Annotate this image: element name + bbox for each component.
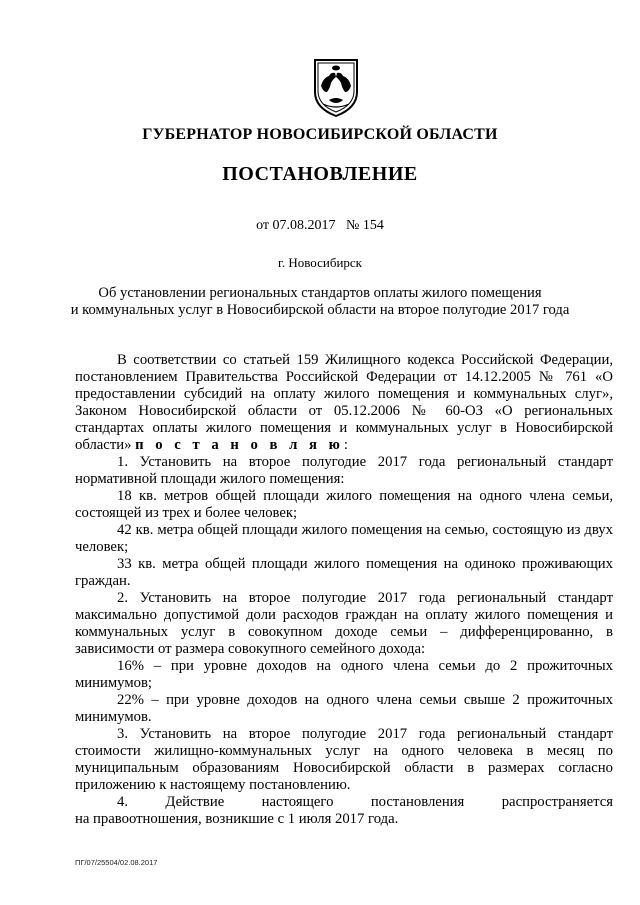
authority-title: ГУБЕРНАТОР НОВОСИБИРСКОЙ ОБЛАСТИ (142, 126, 498, 143)
item-3: 3. Установить на второе полугодие 2017 года региональный стандарт стоимости жилищно-коммунальных услуг на одного человека в месяц по муниципальным образованиям Новосибирской области в размерах согласно приложению к настоящему постановлению. (75, 726, 613, 793)
footer-code: ПГ/07/25504/02.08.2017 (75, 858, 158, 867)
decree-word: п о с т а н о в л я ю (135, 437, 344, 453)
document-type: ПОСТАНОВЛЕНИЕ (222, 163, 418, 185)
item-2: 2. Установить на второе полугодие 2017 года региональный стандарт максимально допустимой доли расходов граждан на оплату жилого помещения и коммунальных услуг в совокупном доходе семьи – дифференцированно, в зависимости от размера совокупного семейного дохода: (75, 590, 613, 657)
subject-line: и коммунальных услуг в Новосибирской области на второе полугодие 2017 года (70, 302, 570, 318)
item-4-line-1: 4. Действие настоящего постановления распространяется (117, 794, 613, 810)
item-1-c: 33 кв. метра общей площади жилого помещения на одиноко проживающих граждан. (75, 556, 613, 589)
document-body (75, 352, 613, 828)
item-2-b: 22% – при уровне доходов на одного члена семьи свыше 2 прожиточных минимумов. (75, 692, 613, 725)
item-2-a: 16% – при уровне доходов на одного члена семьи до 2 прожиточных минимумов; (75, 658, 613, 691)
document-number: 154 (362, 218, 384, 233)
document-subject (0, 285, 640, 319)
item-4-line-2: на правоотношения, возникшие с 1 июля 2017 года. (75, 811, 399, 827)
document-date: 07.08.2017 (272, 218, 336, 233)
city-line: г. Новосибирск (277, 255, 362, 270)
preamble-paragraph (75, 352, 613, 454)
date-number-line (0, 218, 640, 234)
coat-of-arms-icon (311, 56, 361, 118)
decree-colon: : (343, 437, 348, 453)
item-1-a: 18 кв. метров общей площади жилого помещения на одного члена семьи, состоящей из трех и более человек; (75, 488, 613, 521)
preamble-text: В соответствии со статьей 159 Жилищного кодекса Российской Федерации, постановлением Правительства Российской Федерации от 14.12.2005 № 761 «О предоставлении субсидий на оплату жилого помещения и коммунальных слуг», Законом Новосибирской области от 05.12.2006 № 60-ОЗ «О региональных стандартах оплаты жилого помещения и коммунальных услуг в Новосибирской области» (75, 352, 613, 453)
subject-line: Об установлении региональных стандартов оплаты жилого помещения (98, 285, 542, 301)
item-1-b: 42 кв. метра общей площади жилого помещения на семью, состоящую из двух человек; (75, 522, 613, 555)
date-prefix: от (256, 218, 270, 233)
number-sign: № (346, 218, 360, 233)
item-1: 1. Установить на второе полугодие 2017 года региональный стандарт нормативной площади жилого помещения: (75, 454, 613, 487)
